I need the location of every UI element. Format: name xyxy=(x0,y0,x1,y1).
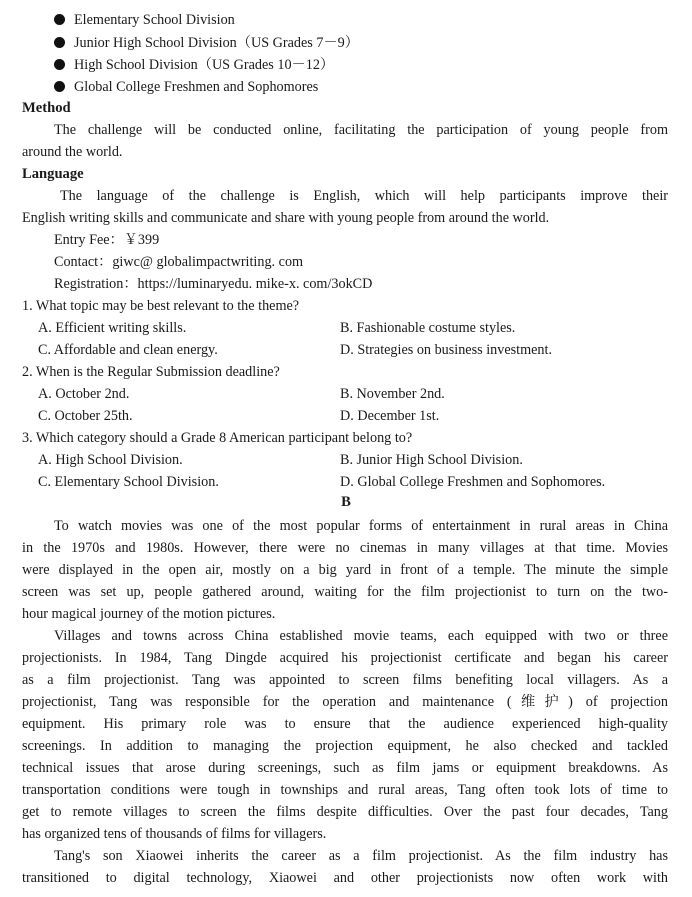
section-b-heading: B xyxy=(341,494,351,510)
method-heading: Method xyxy=(22,100,71,116)
question-stem: 2. When is the Regular Submission deadline? xyxy=(22,364,280,380)
option-c: C. Affordable and clean energy. xyxy=(38,342,218,358)
paragraph-line: has organized tens of thousands of films for villagers. xyxy=(22,826,327,842)
paragraph-line: transitioned to digital technology, Xiaowei and other projectionists now often work with xyxy=(22,870,668,886)
option-d: D. Global College Freshmen and Sophomores. xyxy=(340,474,606,490)
paragraph-line: were displayed in the open air, mostly on a big yard in front of a temple. The minute the simple xyxy=(22,562,668,578)
paragraph-line: screen was set up, people gathered around, waiting for the film projectionist to turn on the two- xyxy=(22,584,668,600)
paragraph-line: hour magical journey of the motion pictures. xyxy=(22,606,276,622)
option-b: B. Junior High School Division. xyxy=(340,452,523,468)
option-c: C. October 25th. xyxy=(38,408,133,424)
option-d: D. Strategies on business investment. xyxy=(340,342,553,358)
question-stem: 3. Which category should a Grade 8 American participant belong to? xyxy=(22,430,413,446)
option-a: A. October 2nd. xyxy=(38,386,130,402)
division-item: Global College Freshmen and Sophomores xyxy=(54,77,318,97)
paragraph-line: To watch movies was one of the most popular forms of entertainment in rural areas in China xyxy=(54,518,668,534)
paragraph-line: Tang's son Xiaowei inherits the career as a film projectionist. As the film industry has xyxy=(54,848,668,864)
bullet-icon xyxy=(54,14,65,25)
method-line: The challenge will be conducted online, facilitating the participation of young people from xyxy=(54,122,668,138)
paragraph-line: transportation conditions were tough in townships and rural areas, Tang often took lots of time to xyxy=(22,782,668,798)
paragraph-line: technical issues that arose during screenings, such as film jams or equipment breakdowns. As xyxy=(22,760,668,776)
language-line: The language of the challenge is English, which will help participants improve their xyxy=(60,188,668,204)
option-d: D. December 1st. xyxy=(340,408,440,424)
bullet-icon xyxy=(54,37,65,48)
contact-email: Contact：giwc@ globalimpactwriting. com xyxy=(54,254,304,270)
option-a: A. High School Division. xyxy=(38,452,183,468)
paragraph-line: screenings. In addition to managing the projection equipment, he also checked and tackled xyxy=(22,738,668,754)
language-heading: Language xyxy=(22,166,84,182)
registration-url: Registration：https://luminaryedu. mike-x. com/3okCD xyxy=(54,276,373,292)
division-item: Elementary School Division xyxy=(54,10,235,30)
paragraph-line: projectionist, Tang was responsible for the operation and maintenance (维护) of projection xyxy=(22,694,668,710)
paragraph-line: equipment. His primary role was to ensure that the audience experienced high-quality xyxy=(22,716,668,732)
entry-fee: Entry Fee：￥399 xyxy=(54,232,160,248)
division-item: Junior High School Division（US Grades 7－9） xyxy=(54,33,359,53)
paragraph-line: projectionists. In 1984, Tang Dingde acquired his projectionist certificate and began his career xyxy=(22,650,668,666)
bullet-icon xyxy=(54,59,65,70)
question-stem: 1. What topic may be best relevant to the theme? xyxy=(22,298,300,314)
paragraph-line: get to remote villages to screen the films despite difficulties. Over the past four decades, Tang xyxy=(22,804,668,820)
paragraph-line: Villages and towns across China established movie teams, each equipped with two or three xyxy=(54,628,668,644)
option-a: A. Efficient writing skills. xyxy=(38,320,187,336)
bullet-icon xyxy=(54,81,65,92)
paragraph-line: in the 1970s and 1980s. However, there were no cinemas in many villages at that time. Movies xyxy=(22,540,668,556)
language-line: English writing skills and communicate and share with young people from around the world. xyxy=(22,210,550,226)
option-c: C. Elementary School Division. xyxy=(38,474,219,490)
division-item: High School Division（US Grades 10－12） xyxy=(54,55,334,75)
option-b: B. Fashionable costume styles. xyxy=(340,320,516,336)
method-line: around the world. xyxy=(22,144,123,160)
option-b: B. November 2nd. xyxy=(340,386,445,402)
paragraph-line: as a film projectionist. Tang was appointed to screen films benefiting local villagers. As a xyxy=(22,672,668,688)
